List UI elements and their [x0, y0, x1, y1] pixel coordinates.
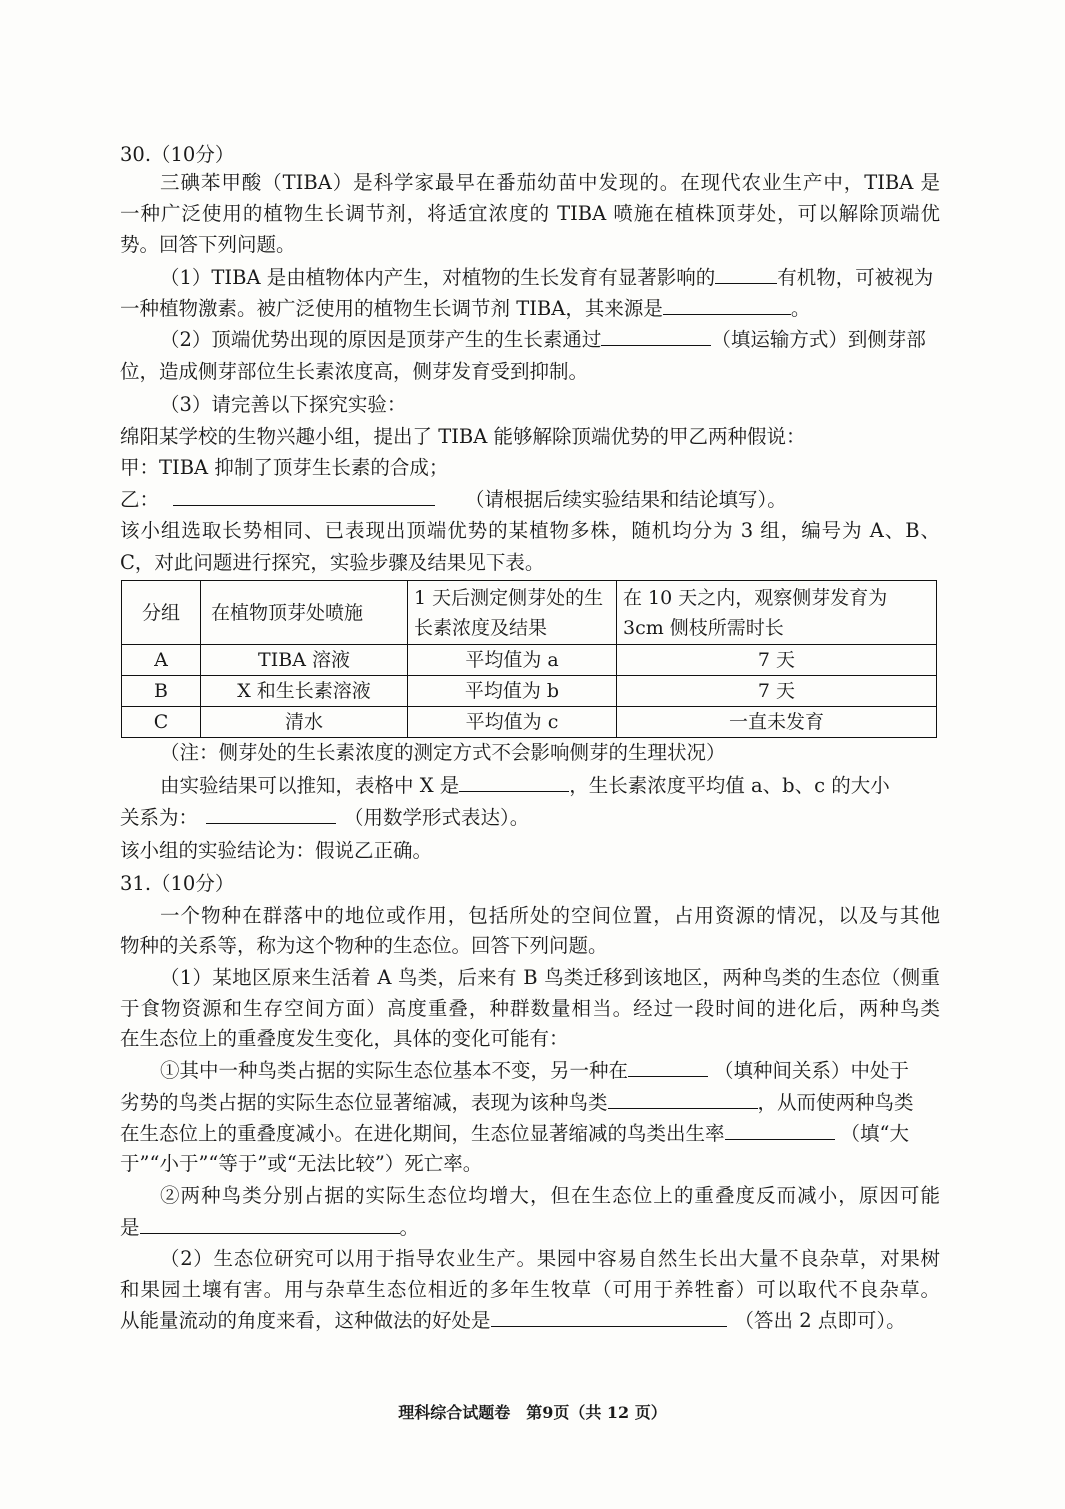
q30-p1-line2 [120, 294, 940, 324]
answer-blank[interactable] [459, 771, 569, 792]
text: 。 [399, 1216, 420, 1239]
table-cell: X 和生长素溶液 [201, 676, 408, 707]
q31-p2-1: （2）生态位研究可以用于指导农业生产。果园中容易自然生长出大量不良杂草，对果树 [160, 1247, 940, 1270]
text: 是 [120, 1216, 140, 1239]
table-row [122, 645, 937, 676]
q30-p3: （3）请完善以下探究实验： [160, 393, 407, 416]
q31-s1-3 [120, 1119, 940, 1149]
q30-p1-line1 [120, 263, 940, 293]
text: 乙： [120, 488, 160, 511]
table-cell: 平均值为 a [408, 645, 617, 676]
q31-header: 31.（10分） [120, 872, 235, 895]
text: 在生态位上的重叠度减小。在进化期间，生态位显著缩减的鸟类出生率 [120, 1122, 725, 1145]
q31-s2-2 [120, 1213, 940, 1243]
header-cell: 1 天后测定侧芽处的生长素浓度及结果 [408, 581, 617, 645]
table-note: （注：侧芽处的生长素浓度的测定方式不会影响侧芽的生理状况） [160, 741, 726, 764]
answer-blank[interactable] [601, 325, 711, 346]
table-cell: A [122, 645, 201, 676]
text: 有机物，可被视为 [777, 266, 934, 289]
q31-p1-3: 在生态位上的重叠度发生变化，具体的变化可能有： [120, 1027, 569, 1050]
text: （填运输方式）到侧芽部 [711, 328, 926, 351]
q31-p1-2: 于食物资源和生存空间方面）高度重叠，种群数量相当。经过一段时间的进化后，两种鸟类 [120, 997, 940, 1020]
q30-hypotheses: 绵阳某学校的生物兴趣小组，提出了 TIBA 能够解除顶端优势的甲乙两种假说： [120, 425, 806, 448]
answer-blank[interactable] [628, 1056, 708, 1077]
q31-s1-1 [120, 1056, 940, 1086]
table-cell: 清水 [201, 707, 408, 738]
q30-p2-line1 [120, 325, 940, 355]
table-cell: B [122, 676, 201, 707]
table-cell: 平均值为 c [408, 707, 617, 738]
text: 一种植物激素。被广泛使用的植物生长调节剂 TIBA，其来源是 [120, 297, 663, 320]
q31-s1-4: 于”“小于”“等于”或“无法比较”）死亡率。 [120, 1152, 483, 1175]
text: （1）TIBA 是由植物体内产生，对植物的生长发育有显著影响的 [160, 266, 716, 289]
text: 从能量流动的角度来看，这种做法的好处是 [120, 1309, 491, 1332]
text: （2）顶端优势出现的原因是顶芽产生的生长素通过 [160, 328, 602, 351]
table-cell: 7 天 [617, 676, 937, 707]
experiment-table [121, 580, 937, 738]
table-cell: TIBA 溶液 [201, 645, 408, 676]
text: （答出 2 点即可）。 [734, 1309, 906, 1332]
table-row [122, 676, 937, 707]
text: 由实验结果可以推知，表格中 X 是 [160, 774, 460, 797]
answer-blank[interactable] [663, 294, 791, 315]
q30-method-2: C，对此问题进行探究，实验步骤及结果见下表。 [120, 551, 545, 574]
text: （用数学形式表达）。 [344, 806, 530, 829]
page-footer: 理科综合试题卷 第9页（共 12 页） [398, 1403, 667, 1422]
header-cell: 分组 [122, 581, 201, 645]
q31-intro-2: 物种的关系等，称为这个物种的生态位。回答下列问题。 [120, 934, 608, 957]
answer-blank[interactable] [140, 1213, 400, 1234]
q31-p2-3 [120, 1306, 940, 1336]
q30-intro-3: 势。回答下列问题。 [120, 233, 296, 256]
q31-intro-1: 一个物种在群落中的地位或作用，包括所处的空间位置，占用资源的情况，以及与其他 [160, 904, 940, 927]
q31-s2-1: ②两种鸟类分别占据的实际生态位均增大，但在生态位上的重叠度反而减小，原因可能 [160, 1184, 940, 1207]
answer-blank[interactable] [715, 263, 777, 284]
q30-result-2 [120, 803, 940, 833]
q31-s1-2 [120, 1088, 940, 1118]
answer-blank[interactable] [608, 1088, 758, 1109]
q31-p2-2: 和果园土壤有害。用与杂草生态位相近的多年生牧草（可用于养牲畜）可以取代不良杂草。 [120, 1278, 940, 1301]
text: （填“大 [840, 1122, 909, 1145]
header-cell: 在 10 天之内，观察侧芽发育为 3cm 侧枝所需时长 [617, 581, 937, 645]
table-cell: 7 天 [617, 645, 937, 676]
q30-conclusion: 该小组的实验结论为：假说乙正确。 [120, 839, 433, 862]
q31-p1-1: （1）某地区原来生活着 A 鸟类，后来有 B 鸟类迁移到该地区，两种鸟类的生态位（侧重 [160, 966, 940, 989]
answer-blank[interactable] [491, 1306, 727, 1327]
q30-header: 30.（10分） [120, 143, 235, 166]
text: 劣势的鸟类占据的实际生态位显著缩减，表现为该种鸟类 [120, 1091, 608, 1114]
answer-blank[interactable] [173, 485, 435, 506]
table-row [122, 707, 937, 738]
text: ，从而使两种鸟类 [757, 1091, 914, 1114]
table-cell: 一直未发育 [617, 707, 937, 738]
answer-blank[interactable] [206, 803, 336, 824]
q30-hypothesis-a: 甲：TIBA 抑制了顶芽生长素的合成； [120, 456, 449, 479]
text: （填种间关系）中处于 [714, 1059, 910, 1082]
table-cell: C [122, 707, 201, 738]
q30-method-1: 该小组选取长势相同、已表现出顶端优势的某植物多株，随机均分为 3 组，编号为 A、B、 [120, 519, 940, 542]
text: 关系为： [120, 806, 199, 829]
text: ，生长素浓度平均值 a、b、c 的大小 [569, 774, 890, 797]
q30-intro-2: 一种广泛使用的植物生长调节剂，将适宜浓度的 TIBA 喷施在植株顶芽处，可以解除顶端优 [120, 202, 940, 225]
text: ①其中一种鸟类占据的实际生态位基本不变，另一种在 [160, 1059, 629, 1082]
table-cell: 平均值为 b [408, 676, 617, 707]
answer-blank[interactable] [725, 1119, 835, 1140]
text: 。 [790, 297, 811, 320]
q30-result-1 [120, 771, 940, 801]
q30-hypothesis-b [120, 485, 940, 515]
header-cell: 在植物顶芽处喷施 [201, 581, 408, 645]
q30-intro-1: 三碘苯甲酸（TIBA）是科学家最早在番茄幼苗中发现的。在现代农业生产中，TIBA 是 [160, 171, 940, 194]
text: （请根据后续实验结果和结论填写）。 [465, 488, 787, 511]
q30-p2-line2: 位，造成侧芽部位生长素浓度高，侧芽发育受到抑制。 [120, 360, 589, 383]
table-header-row [122, 581, 937, 645]
